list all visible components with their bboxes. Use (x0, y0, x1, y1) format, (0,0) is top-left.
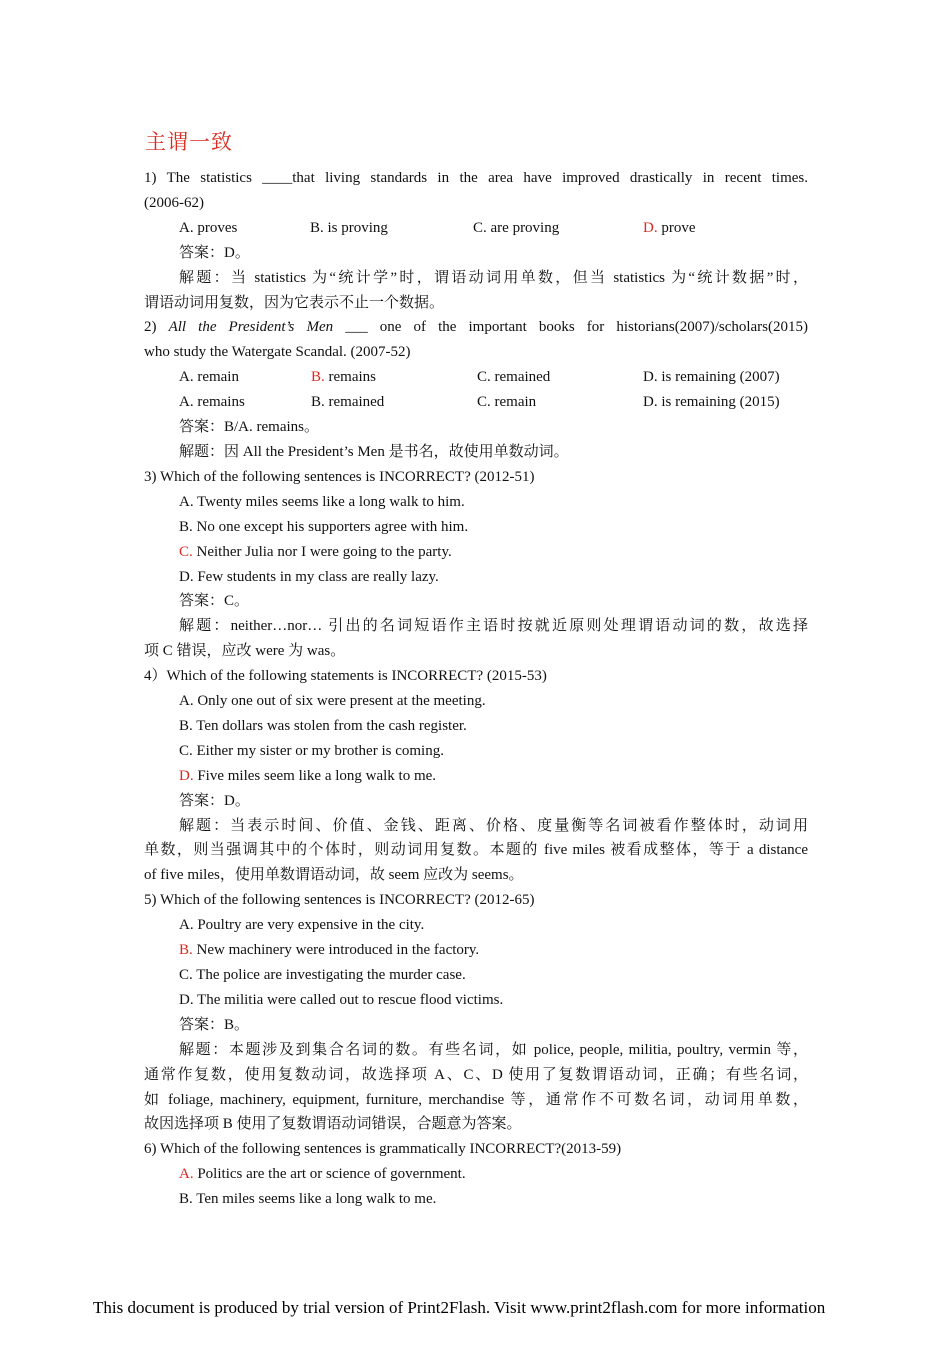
option-row (144, 365, 808, 390)
question-stem: (2006-62) (144, 194, 204, 211)
option-a: A. Poultry are very expensive in the city. (179, 917, 425, 934)
option-c: C. The police are investigating the murder case. (179, 967, 466, 983)
question-list (144, 166, 808, 1212)
option-b: B. is proving (310, 219, 388, 236)
question-stem (144, 315, 808, 340)
page-title: 主谓一致 (145, 130, 233, 154)
question-3 (144, 465, 808, 664)
explanation: 单数，则当强调其中的个体时，则动词用复数。本题的 five miles 被看成整体，等于 a distance (144, 842, 808, 859)
option-d: D. is remaining (2007) (643, 369, 780, 386)
correct-option-letter: B. (179, 942, 193, 959)
explanation: 通常作复数，使用复数动词，故选择项 A、C、D 使用了复数谓语动词，正确；有些名词， (144, 1066, 808, 1083)
option-row (144, 216, 808, 241)
option-a: A. remain (179, 369, 239, 386)
option-text: Politics are the art or science of government. (193, 1166, 466, 1183)
book-title: All the President’s Men (168, 319, 334, 336)
answer: 答案：B/A. remains。 (179, 419, 319, 436)
explanation: 解题：当 statistics 为“统计学”时，谓语动词用单数，但当 statistics 为“统计数据”时， (179, 269, 808, 286)
option-b: B. No one except his supporters agree with him. (179, 518, 469, 535)
option-c: C. are proving (473, 219, 560, 236)
answer: 答案：D。 (179, 244, 250, 261)
option-row (144, 390, 808, 415)
option-d (144, 764, 808, 789)
option-text: New machinery were introduced in the factory. (192, 942, 480, 959)
option-d: D. is remaining (2015) (643, 394, 780, 411)
option-d (643, 216, 696, 241)
question-stem: who study the Watergate Scandal. (2007-52) (144, 344, 411, 361)
question-stem: 3) Which of the following sentences is INCORRECT? (2012-51) (144, 468, 535, 485)
explanation: 解题：当表示时间、价值、金钱、距离、价格、度量衡等名词被看作整体时，动词用 (179, 817, 808, 834)
explanation: 解题：因 All the President’s Men 是书名，故使用单数动词。 (179, 443, 569, 460)
question-stem: 1) The statistics ____that living standards in the area have improved drastically in recent times. (144, 170, 808, 186)
option-b: B. Ten miles seems like a long walk to me. (179, 1191, 437, 1208)
explanation: of five miles，使用单数谓语动词，故 seem 应改为 seems。 (144, 867, 524, 884)
option-a: A. Twenty miles seems like a long walk to him. (179, 493, 465, 510)
option-b: B. Ten dollars was stolen from the cash register. (179, 717, 467, 734)
option-b (311, 365, 477, 390)
question-stem: 4）Which of the following statements is INCORRECT? (2015-53) (144, 668, 547, 685)
question-4 (144, 664, 808, 888)
explanation: 项 C 错误，应改 were 为 was。 (144, 643, 346, 660)
option-text: Neither Julia nor I were going to the party. (192, 543, 452, 560)
question-stem: 5) Which of the following sentences is INCORRECT? (2012-65) (144, 892, 535, 909)
correct-option-letter: C. (179, 543, 193, 560)
option-c: C. Either my sister or my brother is coming. (179, 742, 444, 759)
option-a: A. proves (179, 219, 238, 236)
explanation: 谓语动词用复数，因为它表示不止一个数据。 (144, 294, 445, 311)
correct-option-letter: B. (311, 369, 325, 386)
option-c (144, 540, 808, 565)
question-2 (144, 315, 808, 464)
correct-option-letter: D. (179, 767, 194, 784)
answer: 答案：C。 (179, 593, 250, 610)
option-a: A. Only one out of six were present at the meeting. (179, 693, 486, 710)
question-1 (144, 166, 808, 315)
option-c: C. remain (477, 394, 537, 411)
option-a (144, 1162, 808, 1187)
option-text: prove (657, 219, 696, 236)
answer: 答案：D。 (179, 792, 250, 809)
option-c: C. remained (477, 369, 551, 386)
correct-option-letter: A. (179, 1166, 194, 1183)
explanation: 解题：neither…nor… 引出的名词短语作主语时按就近原则处理谓语动词的数，故选择 (179, 618, 808, 635)
option-text: remains (324, 369, 376, 386)
option-b (144, 938, 808, 963)
question-stem: 6) Which of the following sentences is grammatically INCORRECT?(2013-59) (144, 1141, 622, 1158)
answer: 答案：B。 (179, 1016, 250, 1033)
option-d: D. Few students in my class are really lazy. (179, 568, 439, 585)
explanation: 如 foliage, machinery, equipment, furniture, merchandise 等，通常作不可数名词，动词用单数， (144, 1091, 808, 1108)
option-d: D. The militia were called out to rescue flood victims. (179, 991, 504, 1008)
question-6 (144, 1137, 808, 1212)
correct-option-letter: D. (643, 219, 658, 236)
option-text: Five miles seem like a long walk to me. (193, 767, 437, 784)
explanation: 解题：本题涉及到集合名词的数。有些名词，如 police, people, militia, poultry, vermin 等， (179, 1041, 808, 1058)
stem-text: ___ one of the important books for historians(2007)/scholars(2015) (333, 319, 808, 336)
option-b: B. remained (311, 394, 385, 411)
question-number: 2) (144, 319, 169, 336)
option-a: A. remains (179, 394, 245, 411)
question-5 (144, 888, 808, 1137)
explanation: 故因选择项 B 使用了复数谓语动词错误，合题意为答案。 (144, 1116, 522, 1133)
trial-watermark-footer: This document is produced by trial version of Print2Flash. Visit www.print2flash.com for more information (93, 1298, 826, 1317)
